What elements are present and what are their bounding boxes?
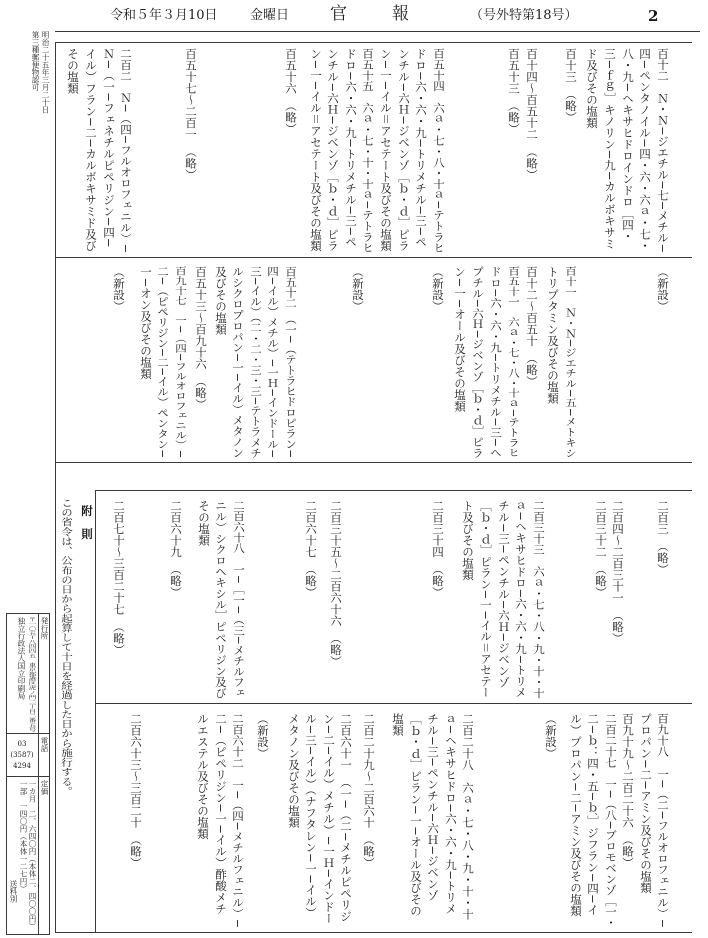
supplementary-heading: 附 則 xyxy=(80,505,94,540)
table-line: ［ｂ・ｄ］ピラン−一−オール及びその xyxy=(409,713,423,917)
table-line: （新設） xyxy=(112,266,126,312)
table-line: ン−一−イル＝アセテート及びその塩類 xyxy=(309,48,323,252)
table-line: 百十一 Ｎ・Ｎ−ジエチル−五−メトキシ xyxy=(564,266,578,459)
table-line: ａ−ヘキサヒドロ−六・六・九−トリメ xyxy=(514,500,528,698)
margin-notice-date: 明治二十五年三月二十日 xyxy=(41,31,50,114)
table-line: その塩類 xyxy=(66,48,80,94)
table-line: （新設） xyxy=(351,266,365,312)
table-line: 二百六十一 （一−（二−メチルピペリジ xyxy=(339,713,353,923)
table-line: 百五十七〜二百一 （略） xyxy=(184,48,198,181)
table-line: 百五十三 （略） xyxy=(507,48,521,135)
price-monthly: 一カ月 二、六四〇円（本体二、四〇〇円） xyxy=(28,780,37,930)
table-line: 二百六十七 （略） xyxy=(304,500,318,598)
table-line: Ｎ−（一−フェネチルピペリジン−四− xyxy=(102,48,116,248)
table-line: ン−二−イル）メチル）−一Ｈ−インドー xyxy=(322,713,336,925)
table-line: 百五十二 （一−（テトラヒドロピラン− xyxy=(284,266,298,459)
table-line: 百十二 Ｎ・Ｎ−ジエチル−七−メチル− xyxy=(656,48,670,253)
table-line: 二百二十八 六ａ・七・八・九・十・十 xyxy=(461,713,475,920)
publisher-address: 〒一〇五−八四四五 東京都港区虎ノ門二丁目二番五号 xyxy=(28,617,37,732)
table-line: 四−ペンタノイル−四・六・六ａ・七・ xyxy=(638,48,652,252)
upper-table-divider xyxy=(55,257,692,258)
table-line: 二百七十〜三百二十七 （略） xyxy=(112,500,126,656)
table-line: 百九十九〜二百二十六 （略） xyxy=(621,713,635,869)
table-line: 二百六十二 一−（四−メチルフェニル）− xyxy=(231,713,245,928)
table-line: トリプタミン及びその塩類 xyxy=(546,266,560,404)
table-line: 塩類 xyxy=(391,713,405,736)
table-line: メタノン及びその塩類 xyxy=(287,713,301,828)
table-line: ドロ−六・六・九−トリメチル−三−ヘ xyxy=(489,266,503,458)
page-number: 2 xyxy=(648,7,659,25)
left-border xyxy=(55,42,56,932)
table-line: 百九十八 一−（二−フルオロフェニル）− xyxy=(656,713,670,928)
table-line: 二百六十九 （略） xyxy=(169,500,183,598)
table-line: ドロ−六・六・九−トリメチル−三−ペ xyxy=(414,48,428,248)
table-line: 一−オン及びその塩類 xyxy=(139,266,153,380)
table-line: 二百三十三 六ａ・七・八・九・十・十 xyxy=(532,500,546,699)
table-line: ンチル−六Ｈ−ジベンゾ［ｂ・ｄ］ピラ xyxy=(397,48,411,252)
table-line: 二百三十二 （略） xyxy=(594,500,608,598)
phone-number: 03 (3587) 4294 xyxy=(10,740,34,770)
table-line: ンチル−六Ｈ−ジベンゾ［ｂ・ｄ］ピラ xyxy=(326,48,340,252)
table-line: プロパン−二−アミン及びその塩類 xyxy=(639,713,653,894)
table-line: 百九十七 一−（四−フルオロフェニル）− xyxy=(174,266,188,459)
price-postage: 送料別 xyxy=(9,880,18,903)
table-line: 三−ｆｇ］キノリン−九−カルボキサミ xyxy=(603,48,617,250)
table-line: 及びその塩類 xyxy=(214,266,228,335)
table-line: 百十三 （略） xyxy=(564,48,578,123)
issue-date: 令和５年３月10日 xyxy=(110,8,218,23)
table-line: ド及びその塩類 xyxy=(585,48,599,129)
price-label: 定価 xyxy=(40,780,49,795)
table-line: チル−三−ペンチル−六Ｈ−ジベンゾ xyxy=(426,713,440,902)
gazette-title: 官 報 xyxy=(330,4,423,24)
table-line: 二百二十七 一−（八−ブロモベンゾ［一・ xyxy=(604,713,618,928)
table-line: 百五十一 六ａ・七・八・十ａ−テトラヒ xyxy=(507,266,521,458)
table-line: プチル−六Ｈ−ジベンゾ［ｂ・ｄ］ピラ xyxy=(471,266,485,459)
margin-notice-permit: 第三種郵便物認可 xyxy=(31,31,40,91)
upper-table-bottom xyxy=(55,462,692,463)
table-line: 八・九−ヘキサヒドロインドロ［四・ xyxy=(621,48,635,242)
table-line: 二百三 （略） xyxy=(656,500,670,575)
table-line: ル−三−イル）（ナフタレン−一−イル） xyxy=(304,713,318,919)
table-line: イル）フラン−二−カルボキサミド及び xyxy=(84,48,98,252)
table-line: 二百三十五〜二百六十六 （略） xyxy=(329,500,343,667)
table-line: 二百二十九〜二百六十 （略） xyxy=(362,713,376,869)
table-line: 百五十三〜百九十六 （略） xyxy=(194,266,208,410)
table-line: 二百四〜二百三十一 （略） xyxy=(611,500,625,644)
table-line: 百五十五 六ａ・七・十・十ａ−テトラヒ xyxy=(361,48,375,253)
table-line: 二百六十八 一−［一−（三−メチルフェ xyxy=(232,500,246,699)
table-line: 百五十四 六ａ・七・八・十ａ−テトラヒ xyxy=(432,48,446,253)
table-line: 二百二 Ｎ−（四−フルオロフェニル）− xyxy=(119,48,133,254)
table-line: ［ｂ・ｄ］ピラン−一−イル＝アセテー xyxy=(479,500,493,698)
table-line: 百五十六 （略） xyxy=(284,48,298,135)
publisher-name: 独立行政法人国立印刷局 xyxy=(17,617,26,700)
table-line: ル）プロパン−二−アミン及びその塩類 xyxy=(569,713,583,917)
table-line: 三−イル）（二・二・三・三−テトラメチ xyxy=(249,266,263,459)
table-line: ト及びその塩類 xyxy=(461,500,475,581)
table-line: 二−（ピペリジン−二−イル）ペンタン− xyxy=(156,266,170,459)
table-line: チル−三−ペンチル−六Ｈ−ジベンゾ xyxy=(497,500,511,689)
table-line: （新設） xyxy=(544,713,558,759)
phone-label: 電話 xyxy=(40,737,49,752)
lower-table-top xyxy=(95,490,692,491)
table-line: ルエステル及びその塩類 xyxy=(196,713,210,840)
table-line: 二−（ピペリジン−一−イル）酢酸メチ xyxy=(214,713,228,915)
issue-number: （号外特第18号） xyxy=(470,8,578,23)
table-line: 二−ｂ：四・五−ｂ′］ジフラン−四−イ xyxy=(586,713,600,916)
table-line: 百十二〜百五十 （略） xyxy=(525,266,539,387)
issue-weekday: 金曜日 xyxy=(250,8,290,23)
lower-table-divider xyxy=(95,703,692,704)
table-line: ニル）シクロヘキシル］ピペリジン及び xyxy=(214,500,228,699)
table-line: （新設） xyxy=(256,713,270,759)
table-line: 二百三十四 （略） xyxy=(431,500,445,598)
supplementary-text: この省令は、公布の日から起算して十日を経過した日から施行する。 xyxy=(60,498,74,797)
publisher-label: 発行所 xyxy=(40,617,49,640)
table-line: 四−イル）メチル）−一Ｈ−インドール− xyxy=(266,266,280,459)
lower-table-left-border xyxy=(95,490,96,932)
table-line: ン−一−オール及びその塩類 xyxy=(453,266,467,412)
table-line: ルシクロプロパン−一−イル）メタノン xyxy=(231,266,245,459)
table-line: その塩類 xyxy=(197,500,211,546)
table-line: ン−一−イル＝アセテート及びその塩類 xyxy=(379,48,393,252)
header-rule xyxy=(55,31,700,32)
table-line: 二百六十三〜三百二十 （略） xyxy=(129,713,143,869)
table-line: （新設） xyxy=(431,266,445,312)
table-line: ａ−ヘキサヒドロ−六・六・九−トリメ xyxy=(444,713,458,915)
table-line: 百十四〜百五十二 （略） xyxy=(525,48,539,181)
upper-table-top xyxy=(55,42,692,43)
price-single: 一部 一四〇円（本体一二七円） xyxy=(19,780,28,893)
lower-table-bottom xyxy=(55,932,692,933)
table-line: （新設） xyxy=(656,266,670,312)
table-line: ドロ−六・六・九−トリメチル−三−ペ xyxy=(344,48,358,248)
